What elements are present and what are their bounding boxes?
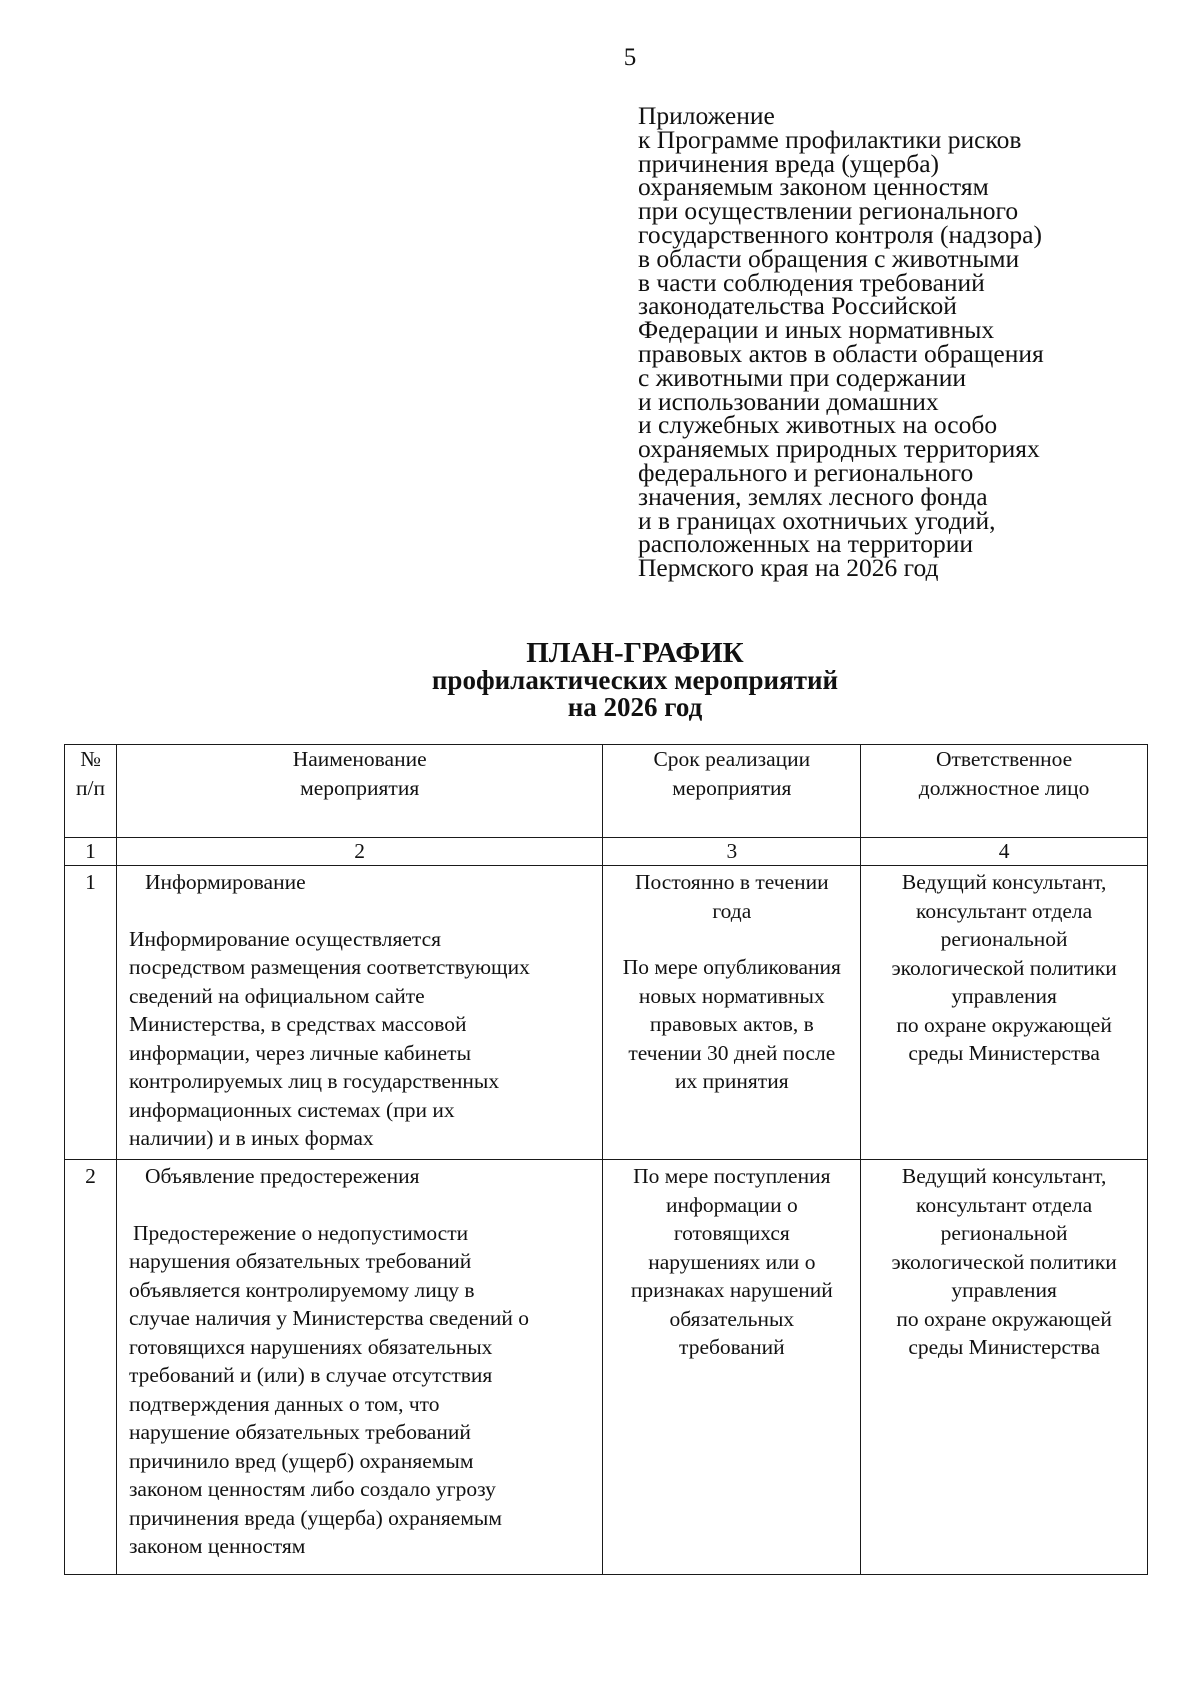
event-name-cell [116, 866, 602, 1160]
title-line-1: ПЛАН-ГРАФИК [526, 637, 744, 669]
table-row [65, 866, 1148, 1160]
responsible-text: Ведущий консультант, консультант отдела региональной экологической политики управления по охране окружающей среды Министерства [891, 1164, 1117, 1359]
term-cell [603, 866, 861, 1160]
event-name-cell [116, 1160, 602, 1575]
header-term: Срок реализации мероприятия [603, 745, 861, 838]
header-num: № п/п [65, 745, 117, 838]
responsible-cell [861, 866, 1148, 1160]
event-description: Информирование осуществляется посредством размещения соответствующих сведений на официальном сайте Министерства, в средствах массовой информации, через личные кабинеты контролируемых лиц в государственных информационных системах (при их наличии) и в иных формах [128, 926, 530, 1150]
title-line-2: профилактических мероприятий [431, 665, 839, 695]
responsible-text: Ведущий консультант, консультант отдела региональной экологической политики управления по охране окружающей среды Министерства [891, 870, 1117, 1065]
event-description: Предостережение о недопустимости нарушения обязательных требований объявляется контролируемому лицу в случае наличия у Министерства сведений о готовящихся нарушениях обязательных требований и (или) в случае отсутствия подтверждения данных о том, что нарушение обязательных требований причинило вред (ущерб) охраняемым законом ценностям либо создало угрозу причинения вреда (ущерба) охраняемым законом ценностям [128, 1220, 529, 1558]
row-number: 2 [65, 1160, 117, 1575]
term-text-1: По мере поступления информации о готовящихся нарушениях или о признаках нарушений обязательных требований [630, 1164, 833, 1359]
table-header-row [65, 745, 1148, 838]
index-cell: 4 [861, 838, 1148, 866]
term-text-2: По мере опубликования новых нормативных правовых актов, в течении 30 дней после их принятия [622, 955, 841, 1093]
event-title: Объявление предостережения [144, 1164, 420, 1188]
index-cell: 2 [116, 838, 602, 866]
responsible-cell [861, 1160, 1148, 1575]
plan-schedule-table [64, 744, 1148, 1575]
index-cell: 1 [65, 838, 117, 866]
table-row [65, 1160, 1148, 1575]
term-cell [603, 1160, 861, 1575]
index-cell: 3 [603, 838, 861, 866]
page-number: 5 [623, 44, 637, 71]
header-name: Наименование мероприятия [116, 745, 602, 838]
row-number: 1 [65, 866, 117, 1160]
table-index-row [65, 838, 1148, 866]
document-title [0, 637, 1200, 722]
appendix-header: Приложение к Программе профилактики рисков причинения вреда (ущерба) охраняемым законом ценностям при осуществлении регионального государственного контроля (надзора) в области обращения с животными в части соблюдения требований законодательства Российской Федерации и иных нормативных правовых актов в области обращения с животными при содержании и использовании домашних и служебных животных на особо охраняемых природных территориях федерального и регионального значения, землях лесного фонда и в границах охотничьих угодий, расположенных на территории Пермского края на 2026 год [638, 101, 1044, 583]
event-title: Информирование [144, 870, 306, 894]
title-line-3: на 2026 год [567, 692, 703, 722]
term-text-1: Постоянно в течении года [635, 870, 829, 923]
header-responsible: Ответственное должностное лицо [861, 745, 1148, 838]
